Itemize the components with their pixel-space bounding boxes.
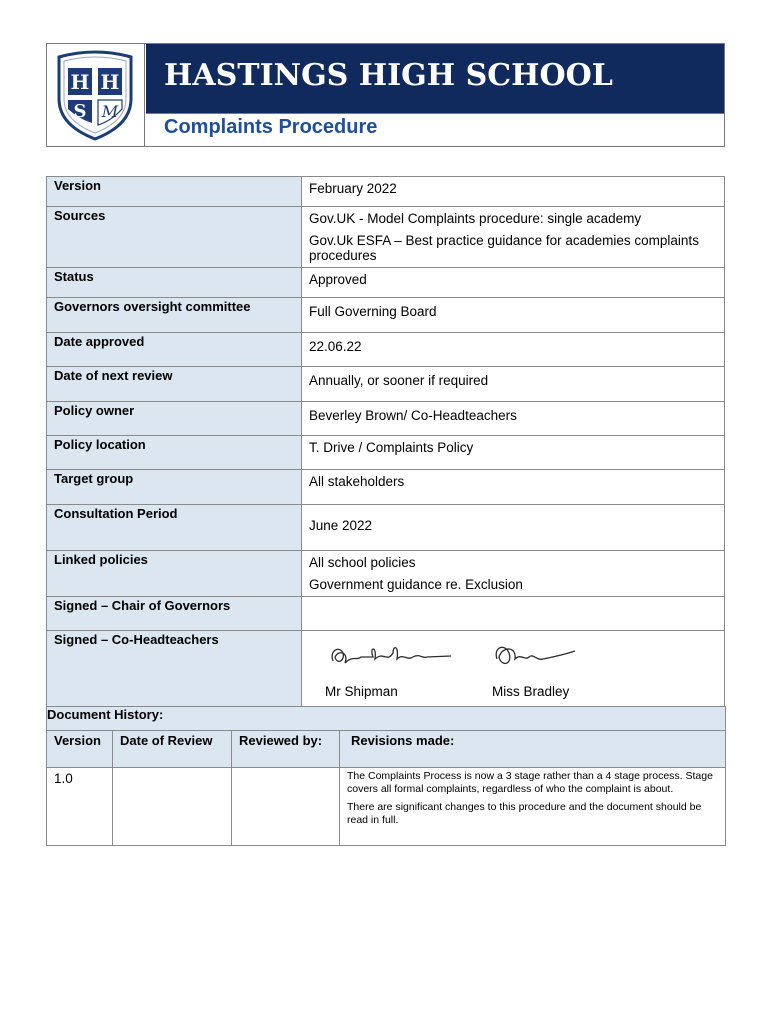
svg-text:S: S bbox=[73, 101, 87, 122]
value-status bbox=[302, 268, 725, 298]
col-date-label: Date of Review bbox=[120, 733, 213, 748]
col-date-of-review bbox=[113, 731, 232, 768]
sources-line-2: Gov.Uk ESFA – Best practice guidance for academies complaints procedures bbox=[309, 233, 699, 263]
label-signed-heads: Signed – Co-Headteachers bbox=[47, 631, 302, 707]
col-version bbox=[47, 731, 113, 768]
subtitle-band bbox=[146, 113, 724, 147]
history-version: 1.0 bbox=[54, 771, 73, 786]
col-revisions-made bbox=[340, 731, 726, 768]
owner-text: Beverley Brown/ Co-Headteachers bbox=[309, 408, 517, 423]
value-owner bbox=[302, 402, 725, 436]
row-consultation bbox=[47, 505, 725, 551]
label-next-review: Date of next review bbox=[47, 367, 302, 402]
document-header bbox=[46, 43, 725, 147]
value-sources bbox=[302, 207, 725, 268]
row-location bbox=[47, 436, 725, 470]
label-status: Status bbox=[47, 268, 302, 298]
logo-cell bbox=[47, 44, 145, 146]
signature-block bbox=[309, 631, 717, 705]
status-text: Approved bbox=[309, 272, 367, 287]
svg-text:H: H bbox=[100, 70, 120, 94]
value-location bbox=[302, 436, 725, 470]
signature-shipman bbox=[327, 639, 457, 673]
consultation-text: June 2022 bbox=[309, 518, 373, 533]
svg-text:H: H bbox=[70, 70, 90, 94]
svg-text:M: M bbox=[101, 102, 119, 121]
history-date-cell bbox=[113, 768, 232, 846]
label-date-approved: Date approved bbox=[47, 333, 302, 367]
signature-bradley bbox=[489, 639, 579, 673]
label-target: Target group bbox=[47, 470, 302, 505]
row-date-approved bbox=[47, 333, 725, 367]
version-text: February 2022 bbox=[309, 181, 397, 196]
label-signed-chair: Signed – Chair of Governors bbox=[47, 597, 302, 631]
label-owner: Policy owner bbox=[47, 402, 302, 436]
history-reviewer-cell bbox=[232, 768, 340, 846]
col-reviewed-by bbox=[232, 731, 340, 768]
row-next-review bbox=[47, 367, 725, 402]
history-version-cell bbox=[47, 768, 113, 846]
value-consultation bbox=[302, 505, 725, 551]
label-linked: Linked policies bbox=[47, 551, 302, 597]
label-oversight: Governors oversight committee bbox=[47, 298, 302, 333]
row-owner bbox=[47, 402, 725, 436]
value-linked bbox=[302, 551, 725, 597]
history-revision-cell bbox=[340, 768, 726, 846]
policy-info-table bbox=[46, 176, 725, 707]
revision-paragraph-1: The Complaints Process is now a 3 stage rather than a 4 stage process. Stage covers all formal complaints, regardless of who the complaint is about. bbox=[347, 770, 713, 795]
row-target bbox=[47, 470, 725, 505]
school-crest-logo bbox=[55, 49, 135, 141]
row-signed-chair bbox=[47, 597, 725, 631]
value-oversight bbox=[302, 298, 725, 333]
history-title: Document History: bbox=[47, 707, 726, 731]
value-next-review bbox=[302, 367, 725, 402]
row-linked bbox=[47, 551, 725, 597]
date-approved-text: 22.06.22 bbox=[309, 339, 362, 354]
value-version bbox=[302, 177, 725, 207]
row-version bbox=[47, 177, 725, 207]
value-signed-heads bbox=[302, 631, 725, 707]
revision-notes bbox=[340, 768, 725, 827]
location-text: T. Drive / Complaints Policy bbox=[309, 440, 474, 455]
oversight-text: Full Governing Board bbox=[309, 304, 437, 319]
label-consultation: Consultation Period bbox=[47, 505, 302, 551]
school-name: HASTINGS HIGH SCHOOL bbox=[164, 58, 613, 93]
row-signed-heads bbox=[47, 631, 725, 707]
label-sources: Sources bbox=[47, 207, 302, 268]
linked-line-1: All school policies bbox=[309, 555, 416, 570]
document-title: Complaints Procedure bbox=[164, 116, 378, 138]
signatory-name-2: Miss Bradley bbox=[492, 684, 570, 699]
target-text: All stakeholders bbox=[309, 474, 405, 489]
title-band bbox=[146, 44, 724, 113]
col-revisions-label: Revisions made: bbox=[351, 733, 455, 748]
sources-line-1: Gov.UK - Model Complaints procedure: single academy bbox=[309, 211, 642, 226]
row-status bbox=[47, 268, 725, 298]
revision-paragraph-2: There are significant changes to this procedure and the document should be read in full. bbox=[347, 801, 702, 826]
row-sources bbox=[47, 207, 725, 268]
col-reviewer-label: Reviewed by: bbox=[239, 733, 323, 748]
document-history-table bbox=[46, 706, 726, 846]
label-version: Version bbox=[47, 177, 302, 207]
next-review-text: Annually, or sooner if required bbox=[309, 373, 489, 388]
row-oversight bbox=[47, 298, 725, 333]
value-date-approved bbox=[302, 333, 725, 367]
linked-line-2: Government guidance re. Exclusion bbox=[309, 577, 523, 592]
value-target bbox=[302, 470, 725, 505]
table-row bbox=[47, 768, 726, 846]
signatory-name-1: Mr Shipman bbox=[325, 684, 398, 699]
history-header-row bbox=[47, 731, 726, 768]
history-title-row bbox=[47, 707, 726, 731]
col-version-label: Version bbox=[54, 733, 101, 748]
value-signed-chair bbox=[302, 597, 725, 631]
label-location: Policy location bbox=[47, 436, 302, 470]
